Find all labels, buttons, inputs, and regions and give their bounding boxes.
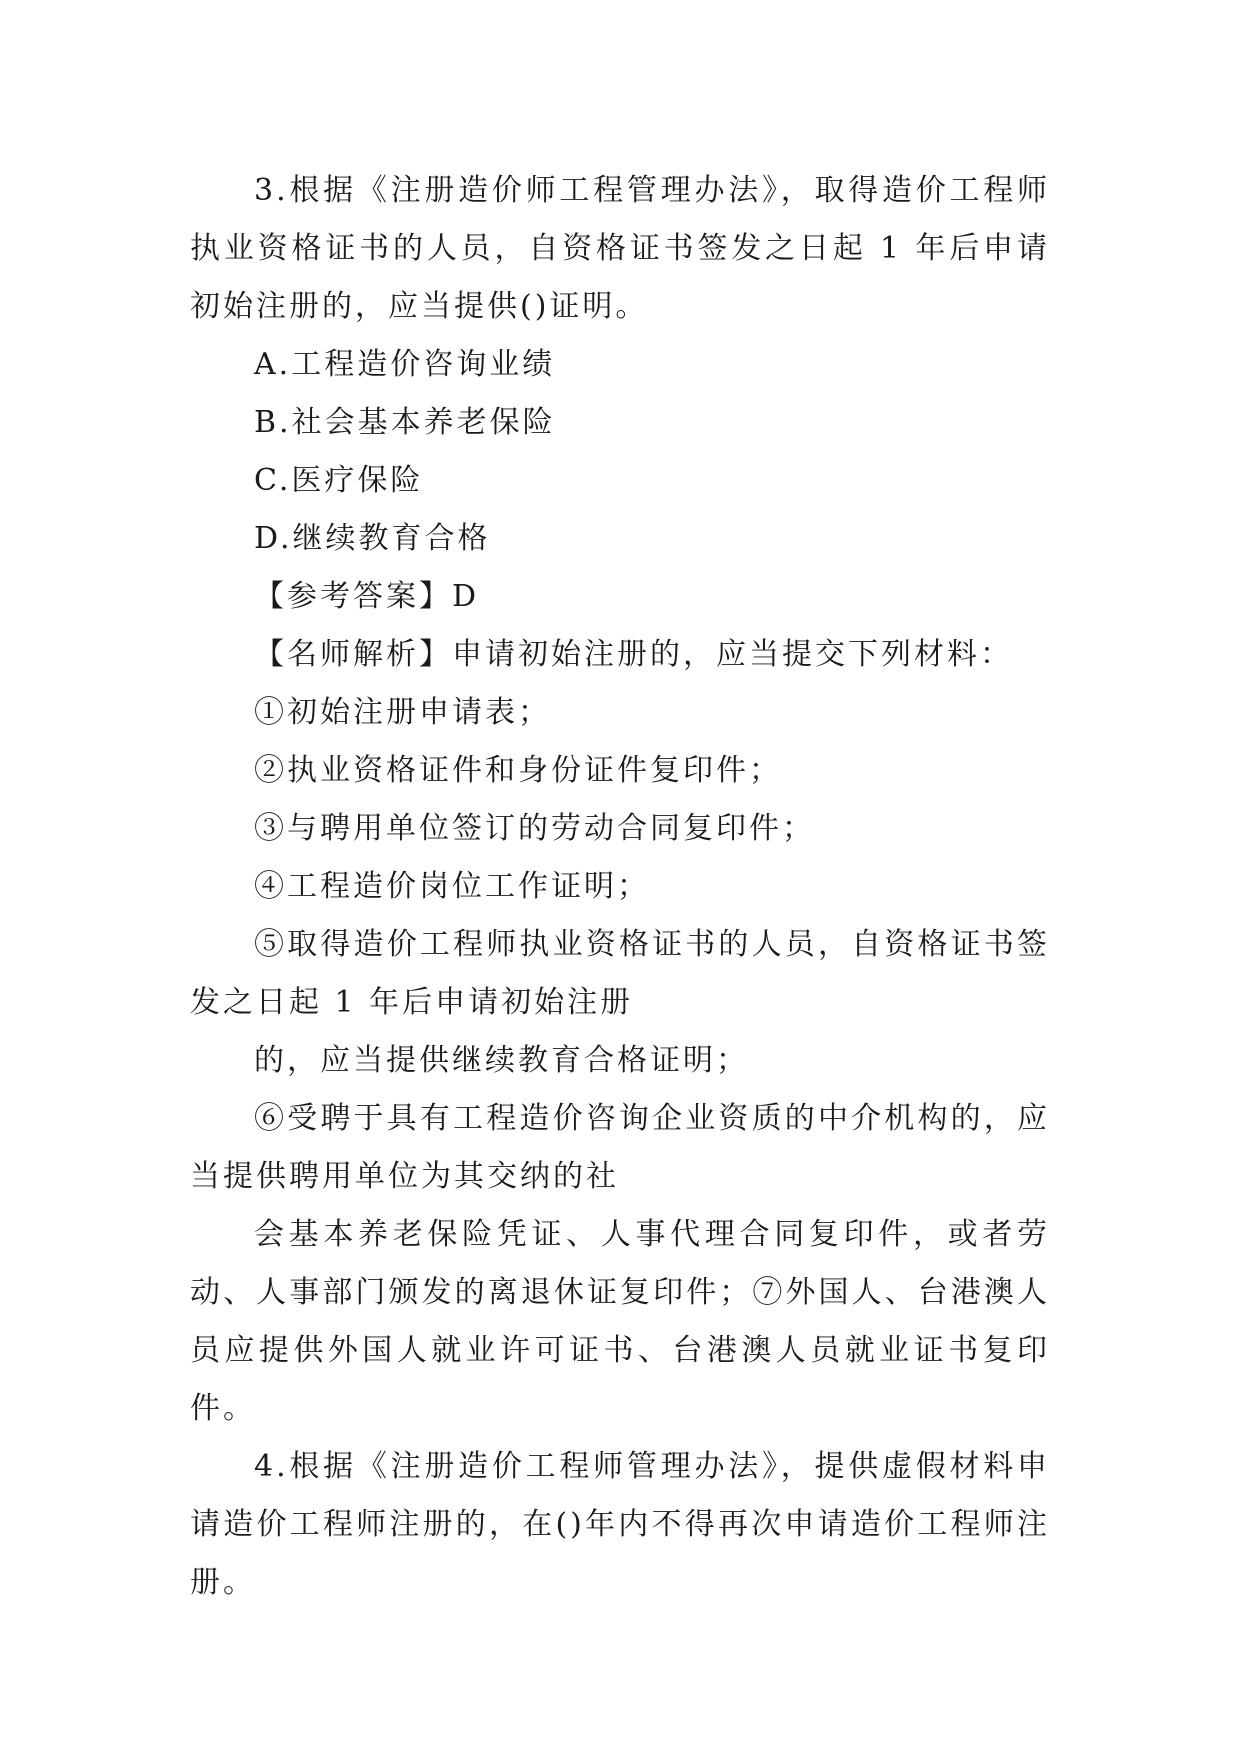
reference-answer: 【参考答案】D: [254, 579, 480, 614]
material-item-3: ③与聘用单位签订的劳动合同复印件；: [254, 811, 815, 846]
question-4-stem: 4.根据《注册造价工程师管理办法》，提供虚假材料申请造价工程师注册的，在()年内不得再次申请造价工程师注册。: [190, 1449, 1050, 1600]
material-item-5-continued: 的，应当提供继续教育合格证明；: [254, 1043, 749, 1078]
question-3-stem: 3.根据《注册造价师工程管理办法》，取得造价工程师执业资格证书的人员，自资格证书签发之日起 1 年后申请初始注册的，应当提供()证明。: [190, 173, 1050, 324]
option-a: A.工程造价咨询业绩: [254, 347, 556, 382]
material-item-1: ①初始注册申请表；: [254, 695, 551, 730]
option-d: D.继续教育合格: [254, 521, 491, 556]
material-item-2: ②执业资格证件和身份证件复印件；: [254, 753, 782, 788]
option-b: B.社会基本养老保险: [254, 405, 556, 440]
analysis-intro: 【名师解析】申请初始注册的，应当提交下列材料：: [254, 637, 1013, 672]
material-item-5: ⑤取得造价工程师执业资格证书的人员，自资格证书签发之日起 1 年后申请初始注册: [190, 927, 1050, 1020]
document-body: [190, 162, 1050, 1612]
material-item-6-continued: 会基本养老保险凭证、人事代理合同复印件，或者劳动、人事部门颁发的离退休证复印件；⑦外国人、台港澳人员应提供外国人就业许可证书、台港澳人员就业证书复印件。: [190, 1217, 1050, 1426]
option-c: C.医疗保险: [254, 463, 424, 498]
material-item-4: ④工程造价岗位工作证明；: [254, 869, 650, 904]
material-item-6: ⑥受聘于具有工程造价咨询企业资质的中介机构的，应当提供聘用单位为其交纳的社: [190, 1101, 1050, 1194]
